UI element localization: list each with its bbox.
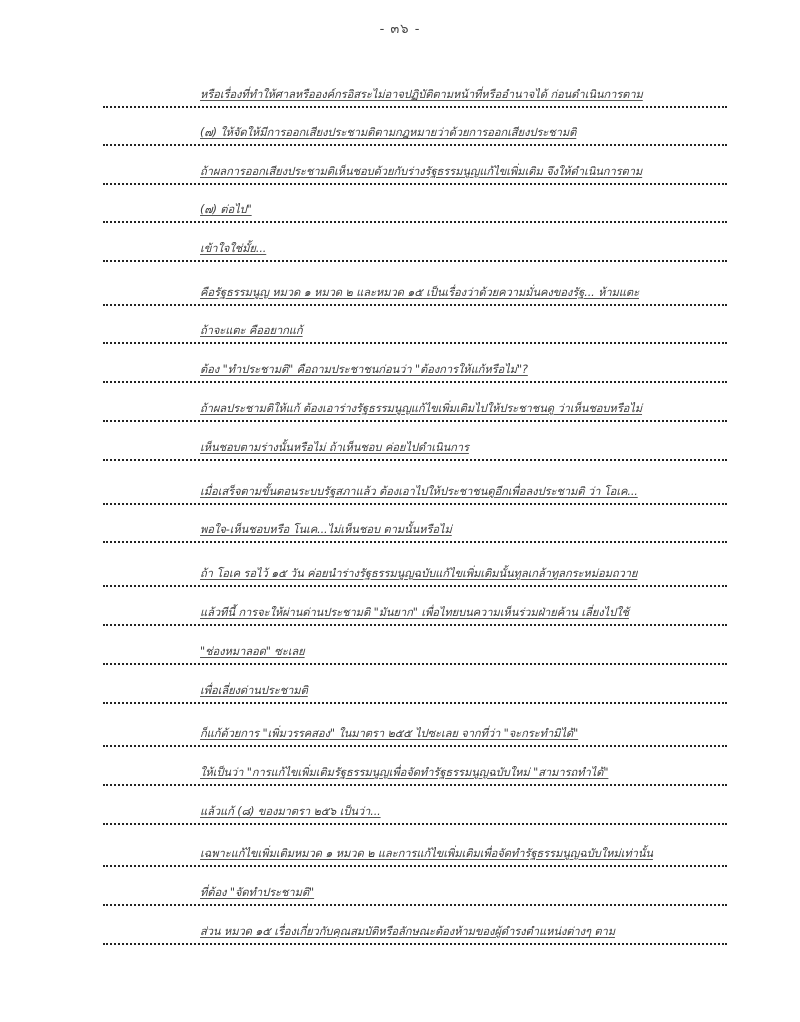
- line-text: ให้เป็นว่า "การแก้ไขเพิ่มเติมรัฐธรรมนูญเพื่อจัดทำรัฐธรรมนูญฉบับใหม่ "สามารถทำได้": [200, 766, 609, 779]
- line-text: "ช่องหมาลอด" ซะเลย: [200, 645, 305, 658]
- page-number: - ๓๖ -: [379, 22, 421, 37]
- line-text: แล้วทีนี้ การจะให้ผ่านด่านประชามติ "มันยาก" เพื่อไทยบนความเห็นร่วมฝ่ายค้าน เลี่ยงไปใช้: [200, 606, 629, 619]
- text-line: [103, 682, 727, 704]
- line-text: (๗) ให้จัดให้มีการออกเสียงประชามติตามกฎหมายว่าด้วยการออกเสียงประชามติ: [200, 126, 577, 139]
- line-text: แล้วแก้ (๘) ของมาตรา ๒๕๖ เป็นว่า...: [200, 805, 381, 818]
- line-text: พอใจ-เห็นชอบหรือ โนเค...ไม่เห็นชอบ ตามนั้นหรือไม่: [200, 523, 452, 536]
- line-text: ถ้าผลการออกเสียงประชามติเห็นชอบด้วยกับร่างรัฐธรรมนูญแก้ไขเพิ่มเติม จึงให้ดำเนินการตาม: [200, 165, 643, 178]
- text-line: [103, 483, 727, 505]
- text-line: [103, 923, 727, 945]
- line-text: เข้าใจใช่มั้ย...: [200, 242, 267, 255]
- text-line: [103, 604, 727, 626]
- text-line: [103, 845, 727, 867]
- line-text: ถ้า โอเค รอไว้ ๑๕ วัน ค่อยนำร่างรัฐธรรมนูญฉบับแก้ไขเพิ่มเติมนั้นทูลเกล้าทูลกระหม่อมถวาย: [200, 567, 638, 580]
- line-text: ส่วน หมวด ๑๕ เรื่องเกี่ยวกับคุณสมบัติหรือลักษณะต้องห้ามของผู้ดำรงตำแหน่งต่างๆ ตาม: [200, 925, 615, 938]
- text-line: [103, 803, 727, 825]
- text-line: [103, 361, 727, 383]
- text-line: [103, 240, 727, 262]
- text-line: [103, 201, 727, 223]
- text-line: [103, 322, 727, 344]
- line-text: คือรัฐธรรมนูญ หมวด ๑ หมวด ๒ และหมวด ๑๕ เป็นเรื่องว่าด้วยความมั่นคงของรัฐ... ห้ามแตะ: [200, 286, 639, 299]
- line-text: หรือเรื่องที่ทำให้ศาลหรือองค์กรอิสระไม่อาจปฏิบัติตามหน้าที่หรืออำนาจได้ ก่อนดำเนินการตาม: [200, 88, 643, 101]
- text-line: [103, 86, 727, 108]
- text-line: [103, 725, 727, 747]
- text-line: [103, 884, 727, 906]
- line-text: เฉพาะแก้ไขเพิ่มเติมหมวด ๑ หมวด ๒ และการแก้ไขเพิ่มเติมเพื่อจัดทำรัฐธรรมนูญฉบับใหม่เท่านั้น: [200, 847, 653, 860]
- text-line: [103, 163, 727, 185]
- line-text: ต้อง "ทำประชามติ" คือถามประชาชนก่อนว่า "ต้องการให้แก้หรือไม่"?: [200, 363, 528, 376]
- line-text: (๗) ต่อไป": [200, 203, 252, 216]
- line-text: ถ้าจะแตะ คืออยากแก้: [200, 324, 303, 337]
- line-text: เมื่อเสร็จตามขั้นตอนระบบรัฐสภาแล้ว ต้องเอาไปให้ประชาชนดูอีกเพื่อลงประชามติ ว่า โอเค...: [200, 485, 638, 498]
- line-text: ก็แก้ด้วยการ "เพิ่มวรรคสอง" ในมาตรา ๒๕๕ ไปซะเลย จากที่ว่า "จะกระทำมิได้": [200, 727, 579, 740]
- text-line: [103, 400, 727, 422]
- text-line: [103, 284, 727, 306]
- text-line: [103, 439, 727, 461]
- text-line: [103, 124, 727, 146]
- line-text: ถ้าผลประชามติให้แก้ ต้องเอาร่างรัฐธรรมนูญแก้ไขเพิ่มเติมไปให้ประชาชนดู ว่าเห็นชอบหรือไม่: [200, 402, 643, 415]
- line-text: เห็นชอบตามร่างนั้นหรือไม่ ถ้าเห็นชอบ ค่อยไปดำเนินการ: [200, 441, 469, 454]
- text-line: [103, 521, 727, 543]
- text-line: [103, 565, 727, 587]
- text-line: [103, 764, 727, 786]
- line-text: เพื่อเลี่ยงด่านประชามติ: [200, 684, 308, 697]
- line-text: ที่ต้อง "จัดทำประชามติ": [200, 886, 315, 899]
- text-line: [103, 643, 727, 665]
